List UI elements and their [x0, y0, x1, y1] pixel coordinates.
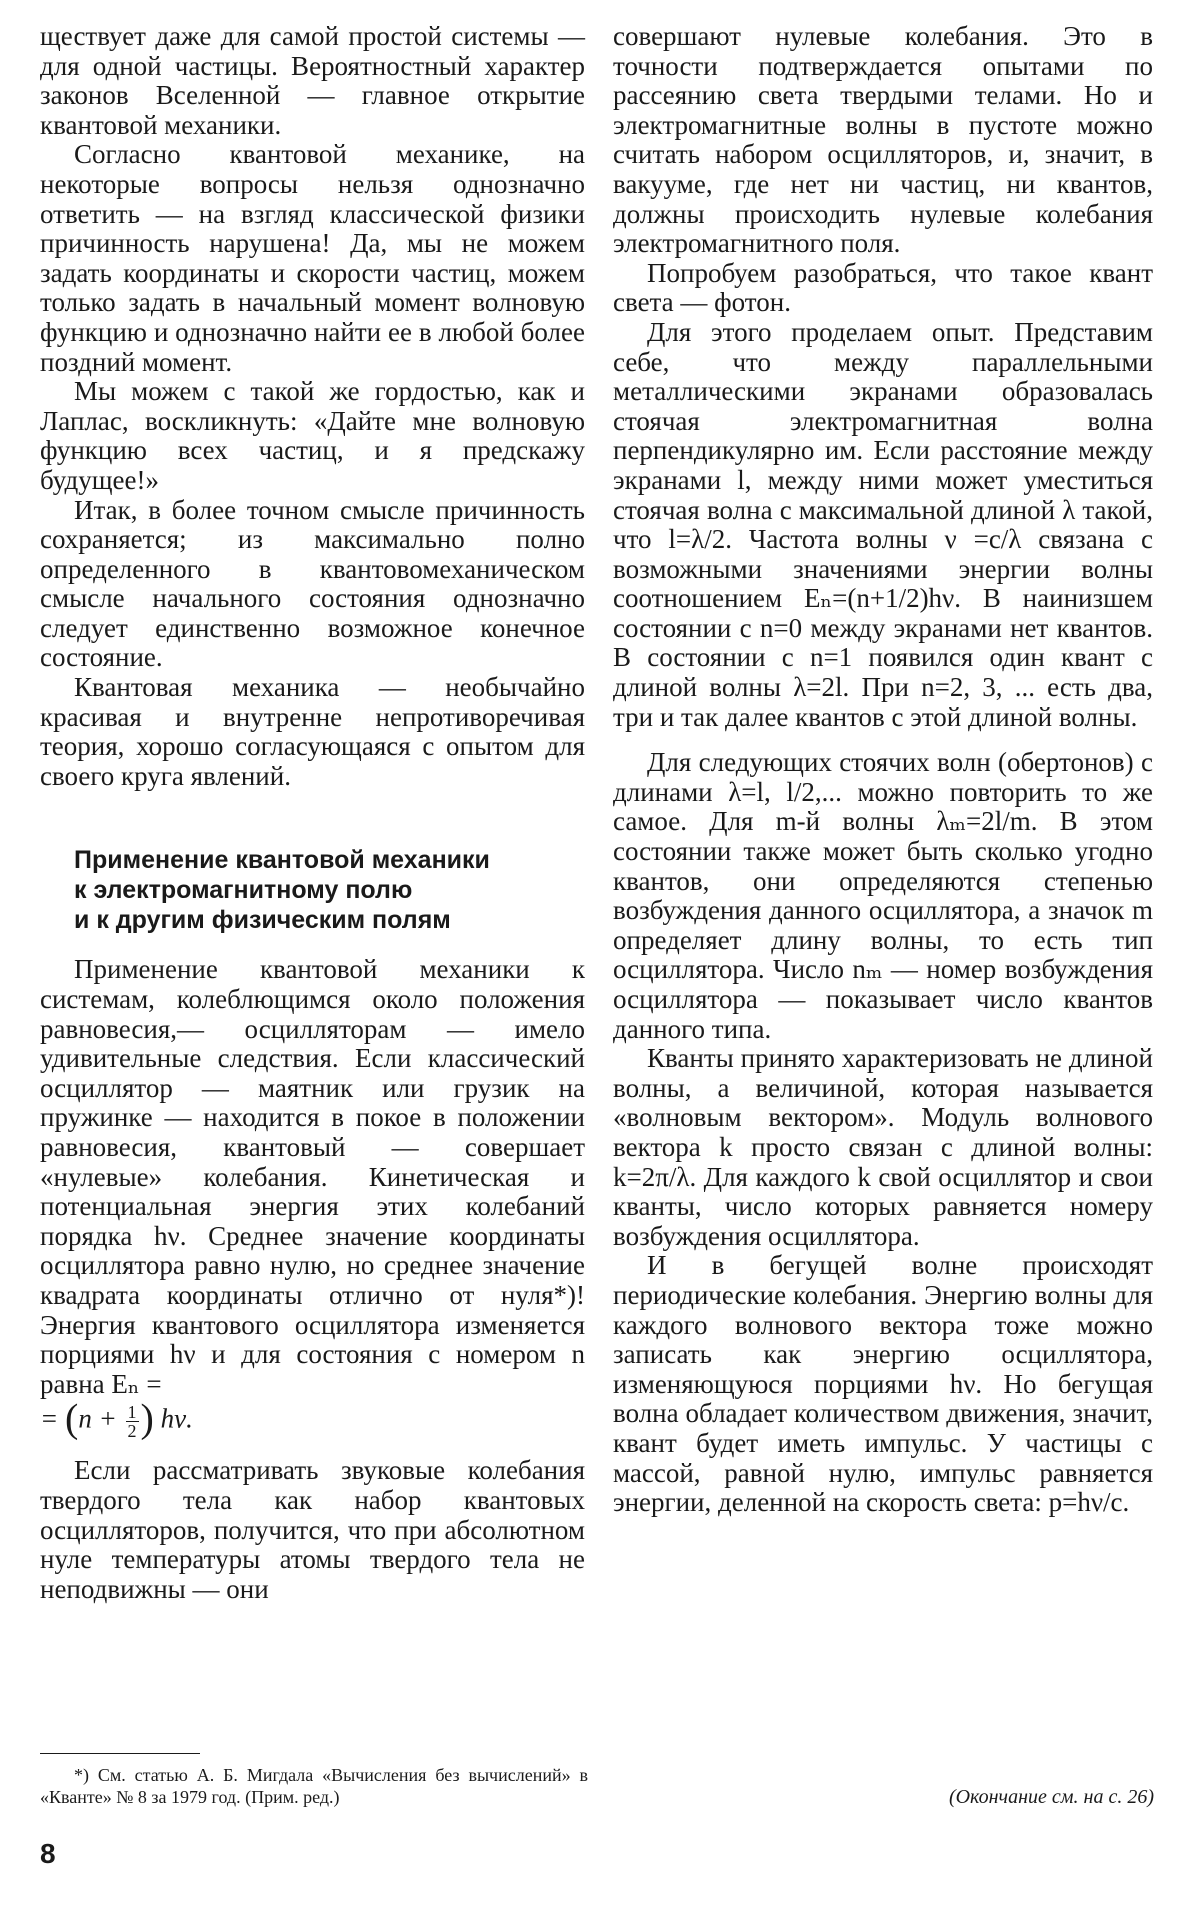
section-heading — [74, 845, 585, 935]
fraction-numerator: 1 — [127, 1402, 137, 1423]
formula-fraction — [126, 1403, 139, 1440]
footnote-divider — [40, 1753, 200, 1754]
fraction-denominator: 2 — [127, 1421, 137, 1442]
paragraph: Согласно квантовой механике, на некоторые вопросы нельзя однозначно ответить — на взгляд классической физики причинность нарушена! Да, мы не можем задать координаты и скорости частиц, можем только задать в начальный момент волновую функцию и однозначно найти ее в любой более поздний момент. — [40, 139, 585, 377]
footnote: *) См. статью А. Б. Мигдала «Вычисления без вычислений» в «Кванте» № 8 за 1979 год. (Прим. ред.) — [40, 1765, 588, 1807]
paragraph: Для этого проделаем опыт. Представим себе, что между параллельными металлическими экранами образовалась стоячая электромагнитная волна перпендикулярно им. Если расстояние между экранами l, между ними может уместиться стоячая волна с максимальной длиной λ такой, что l=λ/2. Частота волны ν =c/λ связана с возможными значениями энергии волны соотношением Eₙ=(n+1/2)hν. В наинизшем состоянии с n=0 между экранами нет квантов. В состоянии с n=1 появился один квант с длиной волны λ=2l. При n=2, 3, ... есть два, три и так далее квантов с этой длиной волны. — [613, 316, 1153, 732]
paragraph: Мы можем с такой же гордостью, как и Лаплас, воскликнуть: «Дайте мне волновую функцию всех частиц, и я предскажу будущее!» — [40, 376, 585, 495]
paragraph: Попробуем разобраться, что такое квант света — фотон. — [613, 257, 1153, 318]
page-number: 8 — [40, 1838, 56, 1869]
right-column — [613, 22, 1153, 1518]
paragraph: Квантовая механика — необычайно красивая и внутренне непротиворечивая теория, хорошо согласующаяся с опытом для своего круга явлений. — [40, 672, 585, 791]
paragraph: ществует даже для самой простой системы — для одной частицы. Вероятностный характер законов Вселенной — главное открытие квантовой механики. — [40, 21, 585, 140]
continuation-note: (Окончание см. на с. 26) — [948, 1786, 1154, 1808]
left-column — [40, 22, 585, 1604]
formula-paren-open: ( — [64, 1396, 79, 1442]
heading-line: и к другим физическим полям — [74, 906, 451, 935]
paragraph: Итак, в более точном смысле причинность сохраняется; из максимально полно определенного в квантовомеханическом смысле начального состояния однозначно следует единственно возможное конечное состояние. — [40, 494, 585, 673]
formula-paren-close: ) — [140, 1396, 154, 1442]
paragraph: Применение квантовой механики к системам, колеблющимся около положения равновесия,— осцилляторам — имело удивительные следствия. Если классический осциллятор — маятник или грузик на пружинке — находится в покое в положении равновесия, квантовый — совершает «нулевые» колебания. Кинетическая и потенциальная энергия этих колебаний порядка hν. Среднее значение координаты осциллятора равно нулю, но среднее значение квадрата координаты отлично от нуля*)! Энергия квантового осциллятора изменяется порциями hν и для состояния с номером n равна Eₙ = — [40, 954, 585, 1399]
paragraph: Кванты принято характеризовать не длиной волны, а величиной, которая называется «волновым вектором». Модуль волнового вектора k просто связан с длиной волны: k=2π/λ. Для каждого k свой осциллятор и свои кванты, число которых равняется номеру возбуждения осциллятора. — [613, 1043, 1153, 1251]
heading-line: к электромагнитному полю — [74, 876, 413, 905]
paragraph: Для следующих стоячих волн (обертонов) с длинами λ=l, l/2,... можно повторить то же самое. Для m-й волны λₘ=2l/m. В этом состоянии также может быть сколько угодно квантов, они определяются степенью возбуждения данного осциллятора, а значок m определяет длину волны, то есть тип осциллятора. Число nₘ — номер возбуждения осциллятора — показывает число квантов данного типа. — [613, 747, 1153, 1044]
formula-prefix: = — [40, 1404, 65, 1435]
paragraph: совершают нулевые колебания. Это в точности подтверждается опытами по рассеянию света твердыми телами. Но и электромагнитные волны в пустоте можно считать набором осцилляторов, и, значит, в вакууме, где нет ни частиц, ни квантов, должны происходить нулевые колебания электромагнитного поля. — [613, 21, 1153, 259]
paragraph: И в бегущей волне происходят периодические колебания. Энергию волны для каждого волнового вектора тоже можно записать как энергию осциллятора, изменяющуюся порциями hν. Но бегущая волна обладает количеством движения, значит, квант будет иметь импульс. У частицы с массой, равной нулю, импульс равняется энергии, деленной на скорость света: p=hν/c. — [613, 1250, 1153, 1518]
paragraph: Если рассматривать звуковые колебания твердого тела как набор квантовых осцилляторов, получится, что при абсолютном нуле температуры атомы твердого тела не неподвижны — они — [40, 1455, 585, 1604]
formula-n-plus: n + — [78, 1404, 124, 1435]
energy-formula — [40, 1396, 585, 1442]
formula-suffix: hν. — [153, 1404, 193, 1435]
heading-line: Применение квантовой механики — [74, 846, 490, 875]
